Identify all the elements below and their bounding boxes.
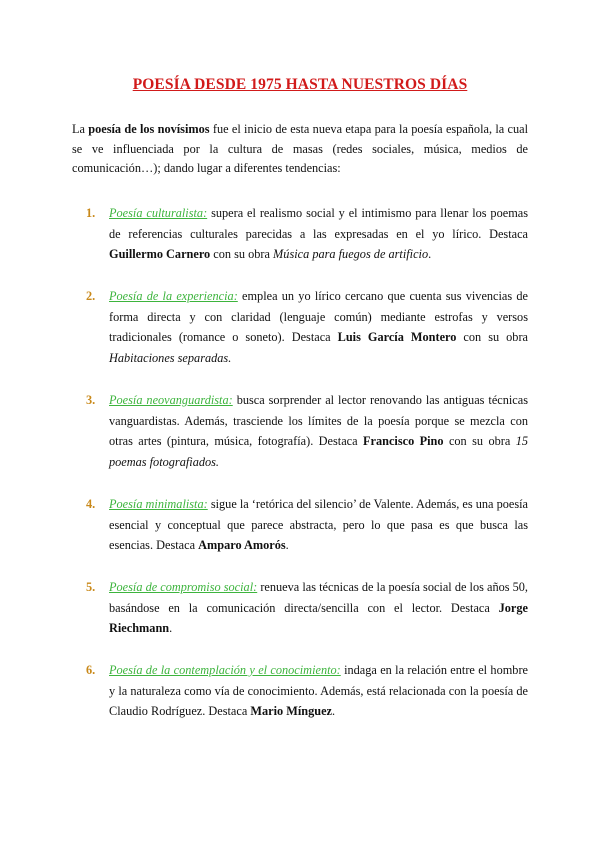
item-body: [109, 390, 528, 472]
page-title: POESÍA DESDE 1975 HASTA NUESTROS DÍAS: [132, 76, 468, 93]
item-work: 15 poemas fotografiados.: [109, 434, 528, 469]
item-body: [109, 203, 528, 265]
item-work: Habitaciones separadas.: [109, 350, 232, 365]
intro-post: fue el inicio de esta nueva etapa para la poesía española, la cual se ve influenciada por la cultura de masas (redes sociales, música, medios de comunicación…); dando lugar a diferentes tendencias:: [72, 122, 528, 175]
item-term: Poesía neovanguardista:: [109, 393, 233, 407]
item-body: [109, 494, 528, 556]
item-author: Luis García Montero: [337, 330, 457, 344]
item-text: con su obra: [210, 247, 274, 261]
intro-paragraph: [72, 120, 528, 179]
list-item-3: [86, 390, 528, 472]
item-author: Guillermo Carnero: [109, 247, 211, 261]
item-number: 1.: [86, 206, 96, 220]
list-item-5: [86, 577, 528, 639]
item-text: busca sorprender al lector renovando las antiguas técnicas vanguardistas. Además, trasciende los límites de la poesía porque se mezcla con otras artes (pintura, música, fotografía). Destaca: [109, 393, 528, 448]
list-item-1: [86, 203, 528, 265]
item-author: Jorge Riechmann: [109, 600, 528, 635]
item-text: indaga en la relación entre el hombre y la naturaleza como vía de conocimiento. Además, está relacionada con la poesía de Claudio Rodríguez. Destaca: [109, 663, 528, 718]
item-text: supera el realismo social y el intimismo para llenar los poemas de referencias culturales parecidas a las expresadas en el yo lírico. Destaca: [109, 206, 528, 241]
item-author: Amparo Amorós: [198, 538, 286, 552]
item-author: Mario Mínguez: [250, 704, 332, 718]
item-number: 3.: [86, 393, 96, 407]
item-text: con su obra: [443, 434, 516, 448]
item-number: 5.: [86, 580, 96, 594]
item-text: .: [169, 621, 173, 635]
list-item-6: [86, 660, 528, 722]
item-term: Poesía culturalista:: [109, 206, 208, 220]
item-text: sigue la ‘retórica del silencio’ de Valente. Además, es una poesía esencial y conceptual que parece abstracta, pero lo que pasa es que busca las esencias. Destaca: [109, 497, 528, 552]
intro-pre: La: [72, 122, 89, 136]
item-term: Poesía de la experiencia:: [109, 289, 238, 303]
item-text: emplea un yo lírico cercano que cuenta sus vivencias de forma directa y con claridad (lenguaje común) mediante estrofas y versos tradicionales (romance o soneto). Destaca: [109, 289, 529, 344]
item-body: [109, 286, 528, 368]
item-body: [109, 577, 528, 639]
item-number: 2.: [86, 289, 96, 303]
item-work: Música para fuegos de artificio: [273, 247, 429, 261]
item-text: .: [332, 704, 336, 718]
item-term: Poesía minimalista:: [109, 497, 208, 511]
intro-bold-term: poesía de los novísimos: [88, 122, 210, 136]
list-item-4: [86, 494, 528, 556]
item-text: .: [428, 247, 432, 261]
item-number: 6.: [86, 663, 96, 677]
item-text: .: [285, 538, 289, 552]
item-text: renueva las técnicas de la poesía social de los años 50, basándose en la comunicación directa/sencilla con el lector. Destaca: [109, 580, 529, 615]
item-term: Poesía de la contemplación y el conocimiento:: [109, 663, 341, 677]
item-text: con su obra: [456, 330, 528, 344]
item-number: 4.: [86, 497, 96, 511]
item-body: [109, 660, 528, 722]
item-term: Poesía de compromiso social:: [109, 580, 258, 594]
item-author: Francisco Pino: [363, 434, 444, 448]
list-item-2: [86, 286, 528, 368]
